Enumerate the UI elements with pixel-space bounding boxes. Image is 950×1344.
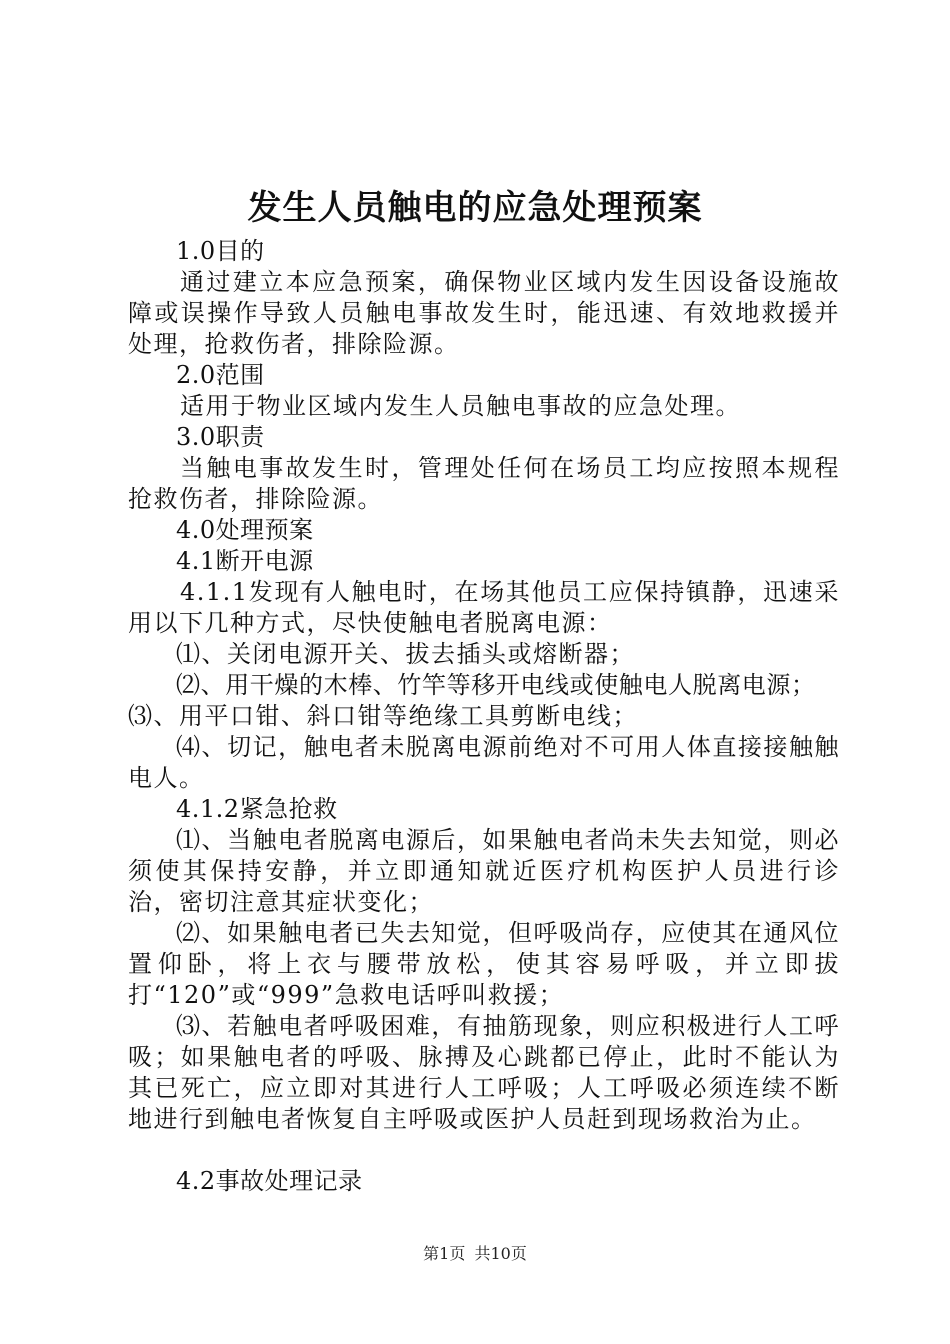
list-item-4-1-1-4: ⑷、切记，触电者未脱离电源前绝对不可用人体直接接触触电人。 bbox=[128, 733, 840, 792]
section-heading-purpose: 1.0目的 bbox=[176, 237, 265, 265]
list-item-4-1-1-1: ⑴、关闭电源开关、拔去插头或熔断器； bbox=[176, 640, 635, 668]
section-body-4-1-1: 4.1.1发现有人触电时，在场其他员工应保持镇静，迅速采用以下几种方式，尽快使触电者脱离电源： bbox=[128, 578, 840, 637]
section-heading-plan: 4.0处理预案 bbox=[176, 516, 314, 544]
paragraph-spacer bbox=[128, 1135, 840, 1166]
list-item-4-1-2-2: ⑵、如果触电者已失去知觉，但呼吸尚存，应使其在通风位置仰卧，将上衣与腰带放松，使其容易呼吸，并立即拔打“120”或“999”急救电话呼叫救援； bbox=[128, 919, 840, 1009]
section-heading-emergency-rescue: 4.1.2紧急抢救 bbox=[176, 795, 338, 823]
list-item-4-1-2-3: ⑶、若触电者呼吸困难，有抽筋现象，则应积极进行人工呼吸；如果触电者的呼吸、脉搏及心跳都已停止，此时不能认为其已死亡，应立即对其进行人工呼吸；人工呼吸必须连续不断地进行到触电者恢复自主呼吸或医护人员赶到现场救治为止。 bbox=[128, 1012, 840, 1133]
page-total: 共10页 bbox=[474, 1244, 527, 1263]
section-heading-scope: 2.0范围 bbox=[176, 361, 265, 389]
list-item-4-1-2-1: ⑴、当触电者脱离电源后，如果触电者尚未失去知觉，则必须使其保持安静，并立即通知就近医疗机构医护人员进行诊治，密切注意其症状变化； bbox=[128, 826, 840, 916]
document-body bbox=[128, 236, 840, 1197]
section-body-purpose: 通过建立本应急预案，确保物业区域内发生因设备设施故障或误操作导致人员触电事故发生时，能迅速、有效地救援并处理，抢救伤者，排除险源。 bbox=[128, 268, 840, 358]
list-item-4-1-1-2: ⑵、用干燥的木棒、竹竿等移开电线或使触电人脱离电源； bbox=[176, 671, 816, 699]
section-heading-responsibility: 3.0职责 bbox=[176, 423, 265, 451]
section-heading-accident-record: 4.2事故处理记录 bbox=[176, 1167, 363, 1195]
section-body-scope: 适用于物业区域内发生人员触电事故的应急处理。 bbox=[180, 392, 741, 420]
document-title: 发生人员触电的应急处理预案 bbox=[247, 188, 703, 228]
page-footer bbox=[0, 1243, 950, 1265]
page-number: 第1页 bbox=[423, 1244, 466, 1263]
section-heading-cut-power: 4.1断开电源 bbox=[176, 547, 314, 575]
list-item-4-1-1-3: ⑶、用平口钳、斜口钳等绝缘工具剪断电线； bbox=[128, 702, 638, 730]
section-body-responsibility: 当触电事故发生时，管理处任何在场员工均应按照本规程抢救伤者，排除险源。 bbox=[128, 454, 840, 513]
